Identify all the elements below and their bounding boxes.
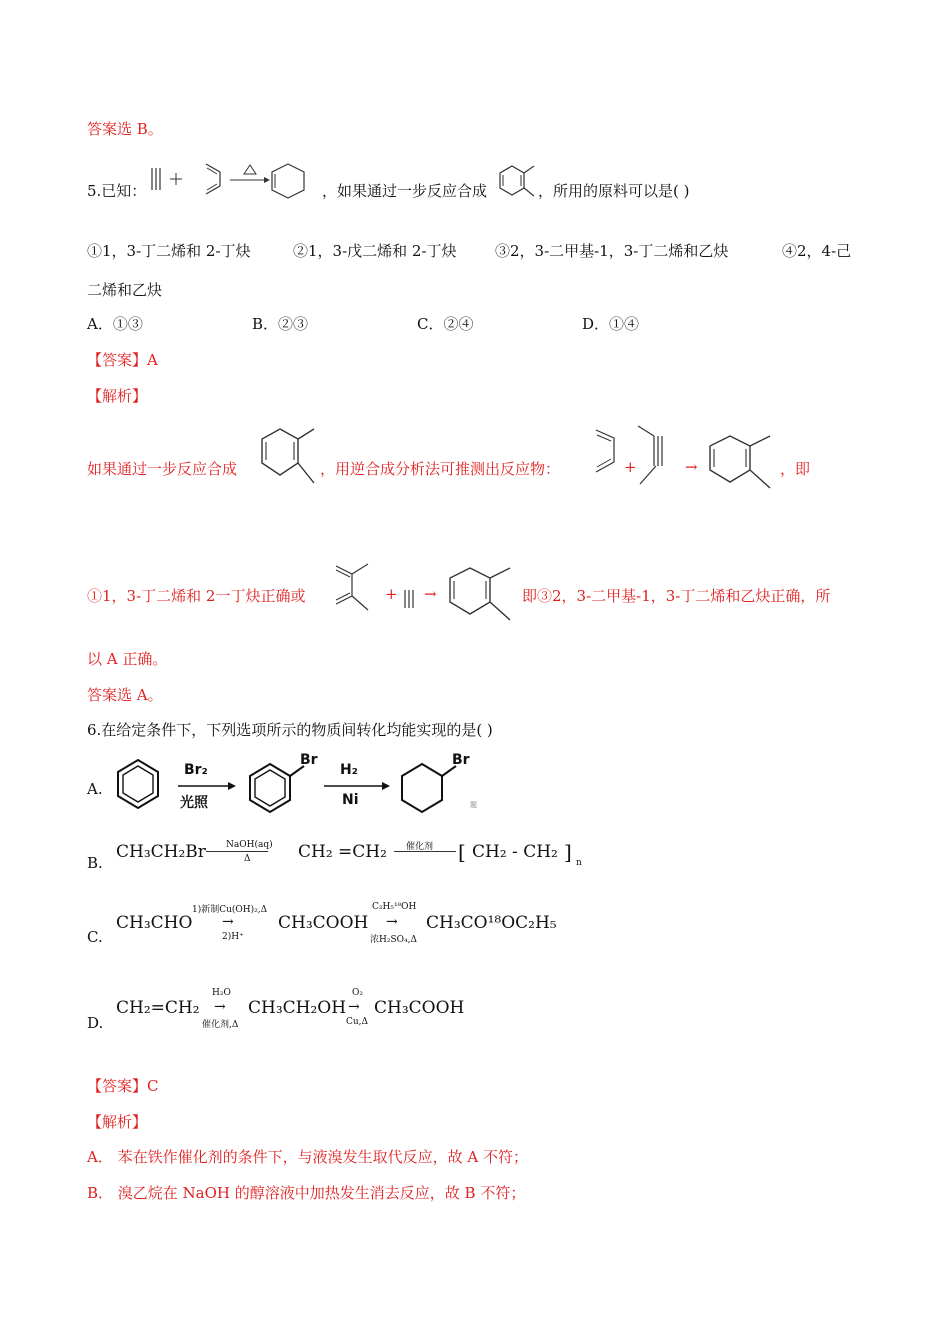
analysis-target-molecule-3 xyxy=(440,562,518,624)
2-butyne-molecule xyxy=(634,422,674,488)
q6-b-f1: CH₃CH₂Br xyxy=(116,842,206,862)
q5-analysis-3: 以 A 正确。 xyxy=(87,650,168,668)
q6-stem: 6.在给定条件下，下列选项所示的物质间转化均能实现的是( ) xyxy=(87,721,493,739)
q5-answer: 【答案】A xyxy=(87,351,158,369)
q5-choice-d: D．①④ xyxy=(582,315,640,333)
q5-analysis-1a: 如果通过一步反应合成 xyxy=(87,460,238,478)
q6-a-reagent1-top: Br₂ xyxy=(184,762,208,778)
q5-option-4: ④2，4-己 xyxy=(782,242,852,260)
q6-b-c1-bottom: Δ xyxy=(244,854,251,864)
q6-a-reagent2-top: H₂ xyxy=(340,762,358,778)
q5-option-4-cont: 二烯和乙炔 xyxy=(87,281,163,299)
q6-d-c2-top: O₂ xyxy=(352,988,363,998)
q6-c-f2: CH₃COOH xyxy=(278,913,369,933)
q6-d-f2: CH₃CH₂OH xyxy=(248,998,347,1018)
q6-d-c1-top: H₂O xyxy=(212,988,231,998)
q5-stem-end: ，所用的原料可以是( ) xyxy=(538,182,690,200)
q5-choice-a: A．①③ xyxy=(87,315,143,333)
q6-c-f1: CH₃CHO xyxy=(116,913,193,933)
q5-target-molecule xyxy=(492,160,538,202)
q6-a-reagent2-bottom: Ni xyxy=(342,792,359,808)
q6-answer: 【答案】C xyxy=(87,1077,159,1095)
q5-analysis-2a: ①1，3-丁二烯和 2一丁炔正确或 xyxy=(87,587,306,605)
analysis-target-molecule-1 xyxy=(252,423,322,493)
q5-choice-b: B．②③ xyxy=(252,315,309,333)
q6-c-c2-bottom: 浓H₂SO₄,Δ xyxy=(370,935,417,945)
q6-b-arrow-1 xyxy=(206,851,268,852)
plus-sign-2: + xyxy=(385,585,398,603)
arrow-1: → xyxy=(685,458,698,476)
q6-option-c-label: C. xyxy=(87,928,103,946)
q5-conclusion: 答案选 A。 xyxy=(87,686,163,704)
q5-stem-mid: ，如果通过一步反应合成 xyxy=(322,182,488,200)
q5-reaction-scheme xyxy=(148,160,323,202)
q6-b-f2: CH₂ =CH₂ xyxy=(298,842,387,862)
q6-b-bracket-left: [ xyxy=(458,840,466,864)
q6-b-f3: CH₂ - CH₂ xyxy=(472,842,558,862)
plus-sign-1: + xyxy=(624,458,637,476)
q5-choice-c: C．②④ xyxy=(417,315,474,333)
q6-a-tiny-mark: 题 xyxy=(470,801,477,809)
q6-analysis-a: A． 苯在铁作催化剂的条件下，与液溴发生取代反应，故 A 不符； xyxy=(87,1148,528,1166)
arrow-2: → xyxy=(424,585,437,603)
q5-option-3: ③2，3-二甲基-1，3-丁二烯和乙炔 xyxy=(495,242,729,260)
q6-c-c1-bottom: 2)H⁺ xyxy=(222,932,244,942)
q5-option-2: ②1，3-戊二烯和 2-丁炔 xyxy=(293,242,457,260)
q6-c-c2-top: C₂H₅¹⁸OH xyxy=(372,902,417,912)
q6-option-b-label: B. xyxy=(87,854,103,872)
q6-d-arrow-1: → xyxy=(214,999,226,1015)
previous-answer: 答案选 B。 xyxy=(87,120,163,138)
q6-a-br-2: Br xyxy=(452,752,470,768)
q5-analysis-1c: ，即 xyxy=(780,460,811,478)
q5-analysis-1b: ，用逆合成分析法可推测出反应物： xyxy=(320,460,561,478)
butadiene-molecule xyxy=(592,426,622,476)
q6-d-c1-bottom: 催化剂,Δ xyxy=(202,1020,239,1030)
q6-a-reagent1-bottom: 光照 xyxy=(180,795,208,811)
q5-stem-prefix: 5.已知： xyxy=(87,182,147,200)
q6-b-n: n xyxy=(576,858,582,868)
q6-c-arrow-2: → xyxy=(386,914,398,930)
analysis-target-molecule-2 xyxy=(700,430,778,492)
q5-analysis-title: 【解析】 xyxy=(87,387,148,405)
q6-c-c1-top: 1)新制Cu(OH)₂,Δ xyxy=(192,905,268,915)
q5-analysis-2b: 即③2，3-二甲基-1，3-丁二烯和乙炔正确，所 xyxy=(522,587,831,605)
q6-d-f1: CH₂=CH₂ xyxy=(116,998,200,1018)
q6-d-f3: CH₃COOH xyxy=(374,998,465,1018)
q6-b-c1-top: NaOH(aq) xyxy=(226,840,273,850)
acetylene-molecule xyxy=(402,588,418,610)
q6-d-c2-bottom: Cu,Δ xyxy=(346,1017,369,1027)
q5-option-1: ①1，3-丁二烯和 2-丁炔 xyxy=(87,242,251,260)
q6-a-br-1: Br xyxy=(300,752,318,768)
q6-analysis-title: 【解析】 xyxy=(87,1113,148,1131)
q6-c-f3: CH₃CO¹⁸OC₂H₅ xyxy=(426,913,557,933)
q6-b-c2-top: 催化剂 xyxy=(406,842,434,852)
dimethylbutadiene-molecule xyxy=(332,560,372,620)
q6-option-a-label: A. xyxy=(87,780,103,798)
q6-d-arrow-2: → xyxy=(348,999,360,1015)
q6-option-d-label: D. xyxy=(87,1014,104,1032)
q6-analysis-b: B． 溴乙烷在 NaOH 的醇溶液中加热发生消去反应，故 B 不符； xyxy=(87,1184,526,1202)
q6-c-arrow-1: → xyxy=(222,914,234,930)
q6-b-bracket-right: ] xyxy=(564,840,572,864)
